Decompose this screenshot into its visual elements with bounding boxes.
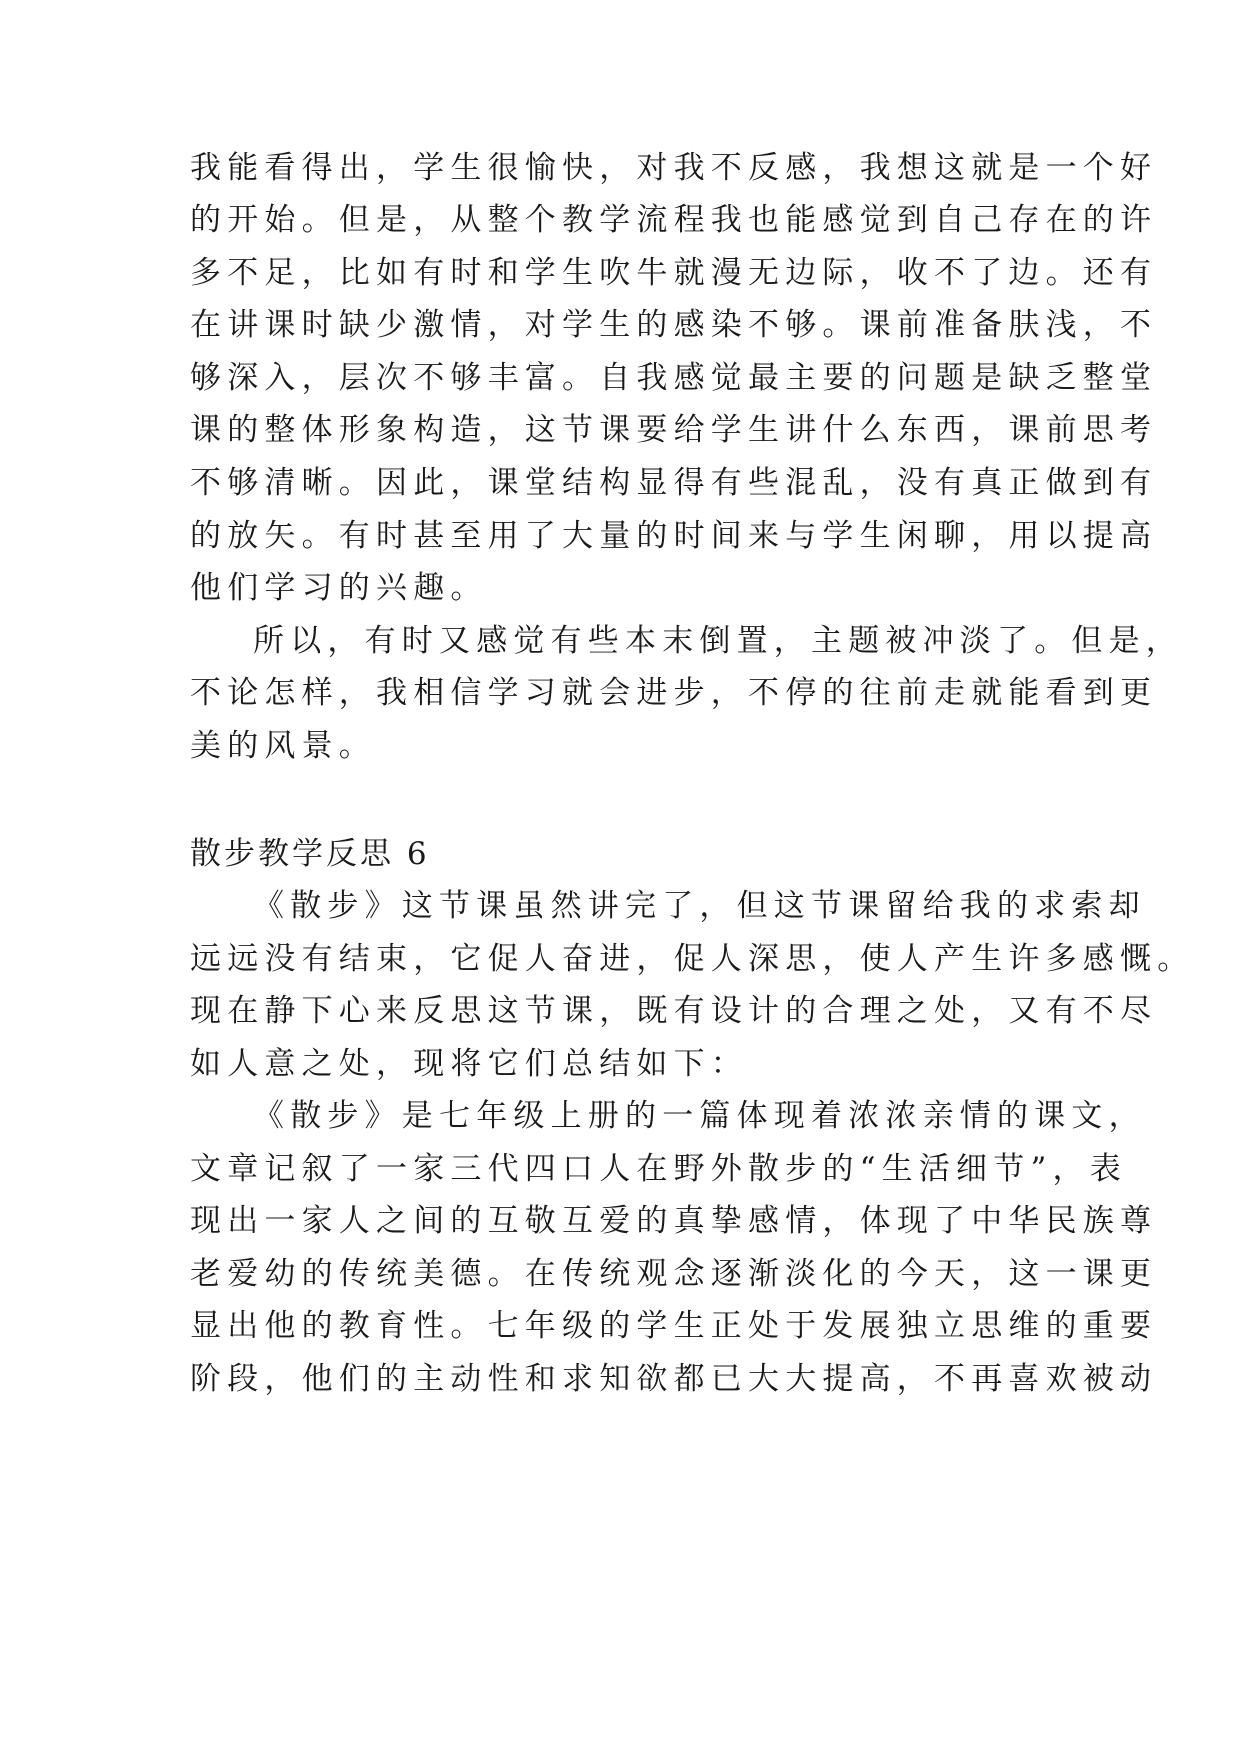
paragraph-line: 《散步》这节课虽然讲完了，但这节课留给我的求索却: [253, 888, 1146, 924]
paragraph-line: 的开始。但是，从整个教学流程我也能感觉到自己存在的许: [190, 202, 1158, 238]
paragraph-line: 不够清晰。因此，课堂结构显得有些混乱，没有真正做到有: [190, 465, 1158, 501]
section-heading: 散步教学反思 6: [190, 836, 430, 872]
paragraph-line: 文章记叙了一家三代四口人在野外散步的“生活细节”，表: [190, 1151, 1127, 1187]
paragraph-line: 远远没有结束，它促人奋进，促人深思，使人产生许多感慨。: [190, 941, 1195, 977]
paragraph-line: 显出他的教育性。七年级的学生正处于发展独立思维的重要: [190, 1308, 1158, 1344]
paragraph-line: 老爱幼的传统美德。在传统观念逐渐淡化的今天，这一课更: [190, 1256, 1158, 1292]
paragraph-line: 在讲课时缺少激情，对学生的感染不够。课前准备肤浅，不: [190, 307, 1158, 343]
paragraph-line: 他们学习的兴趣。: [190, 570, 488, 606]
paragraph-line: 《散步》是七年级上册的一篇体现着浓浓亲情的课文，: [253, 1098, 1146, 1134]
paragraph-line: 美的风景。: [190, 728, 376, 764]
paragraph-line: 阶段，他们的主动性和求知欲都已大大提高，不再喜欢被动: [190, 1361, 1158, 1397]
paragraph-line: 的放矢。有时甚至用了大量的时间来与学生闲聊，用以提高: [190, 518, 1158, 554]
paragraph-line: 我能看得出，学生很愉快，对我不反感，我想这就是一个好: [190, 150, 1158, 186]
paragraph-line: 够深入，层次不够丰富。自我感觉最主要的问题是缺乏整堂: [190, 360, 1158, 396]
paragraph-line: 现出一家人之间的互敬互爱的真挚感情，体现了中华民族尊: [190, 1203, 1158, 1239]
paragraph-line: 现在静下心来反思这节课，既有设计的合理之处，又有不尽: [190, 993, 1158, 1029]
paragraph-line: 不论怎样，我相信学习就会进步，不停的往前走就能看到更: [190, 675, 1158, 711]
paragraph-line: 课的整体形象构造，这节课要给学生讲什么东西，课前思考: [190, 412, 1158, 448]
paragraph-line: 如人意之处，现将它们总结如下：: [190, 1046, 748, 1082]
paragraph-line: 多不足，比如有时和学生吹牛就漫无边际，收不了边。还有: [190, 255, 1158, 291]
paragraph-line: 所以，有时又感觉有些本末倒置，主题被冲淡了。但是，: [253, 623, 1183, 659]
